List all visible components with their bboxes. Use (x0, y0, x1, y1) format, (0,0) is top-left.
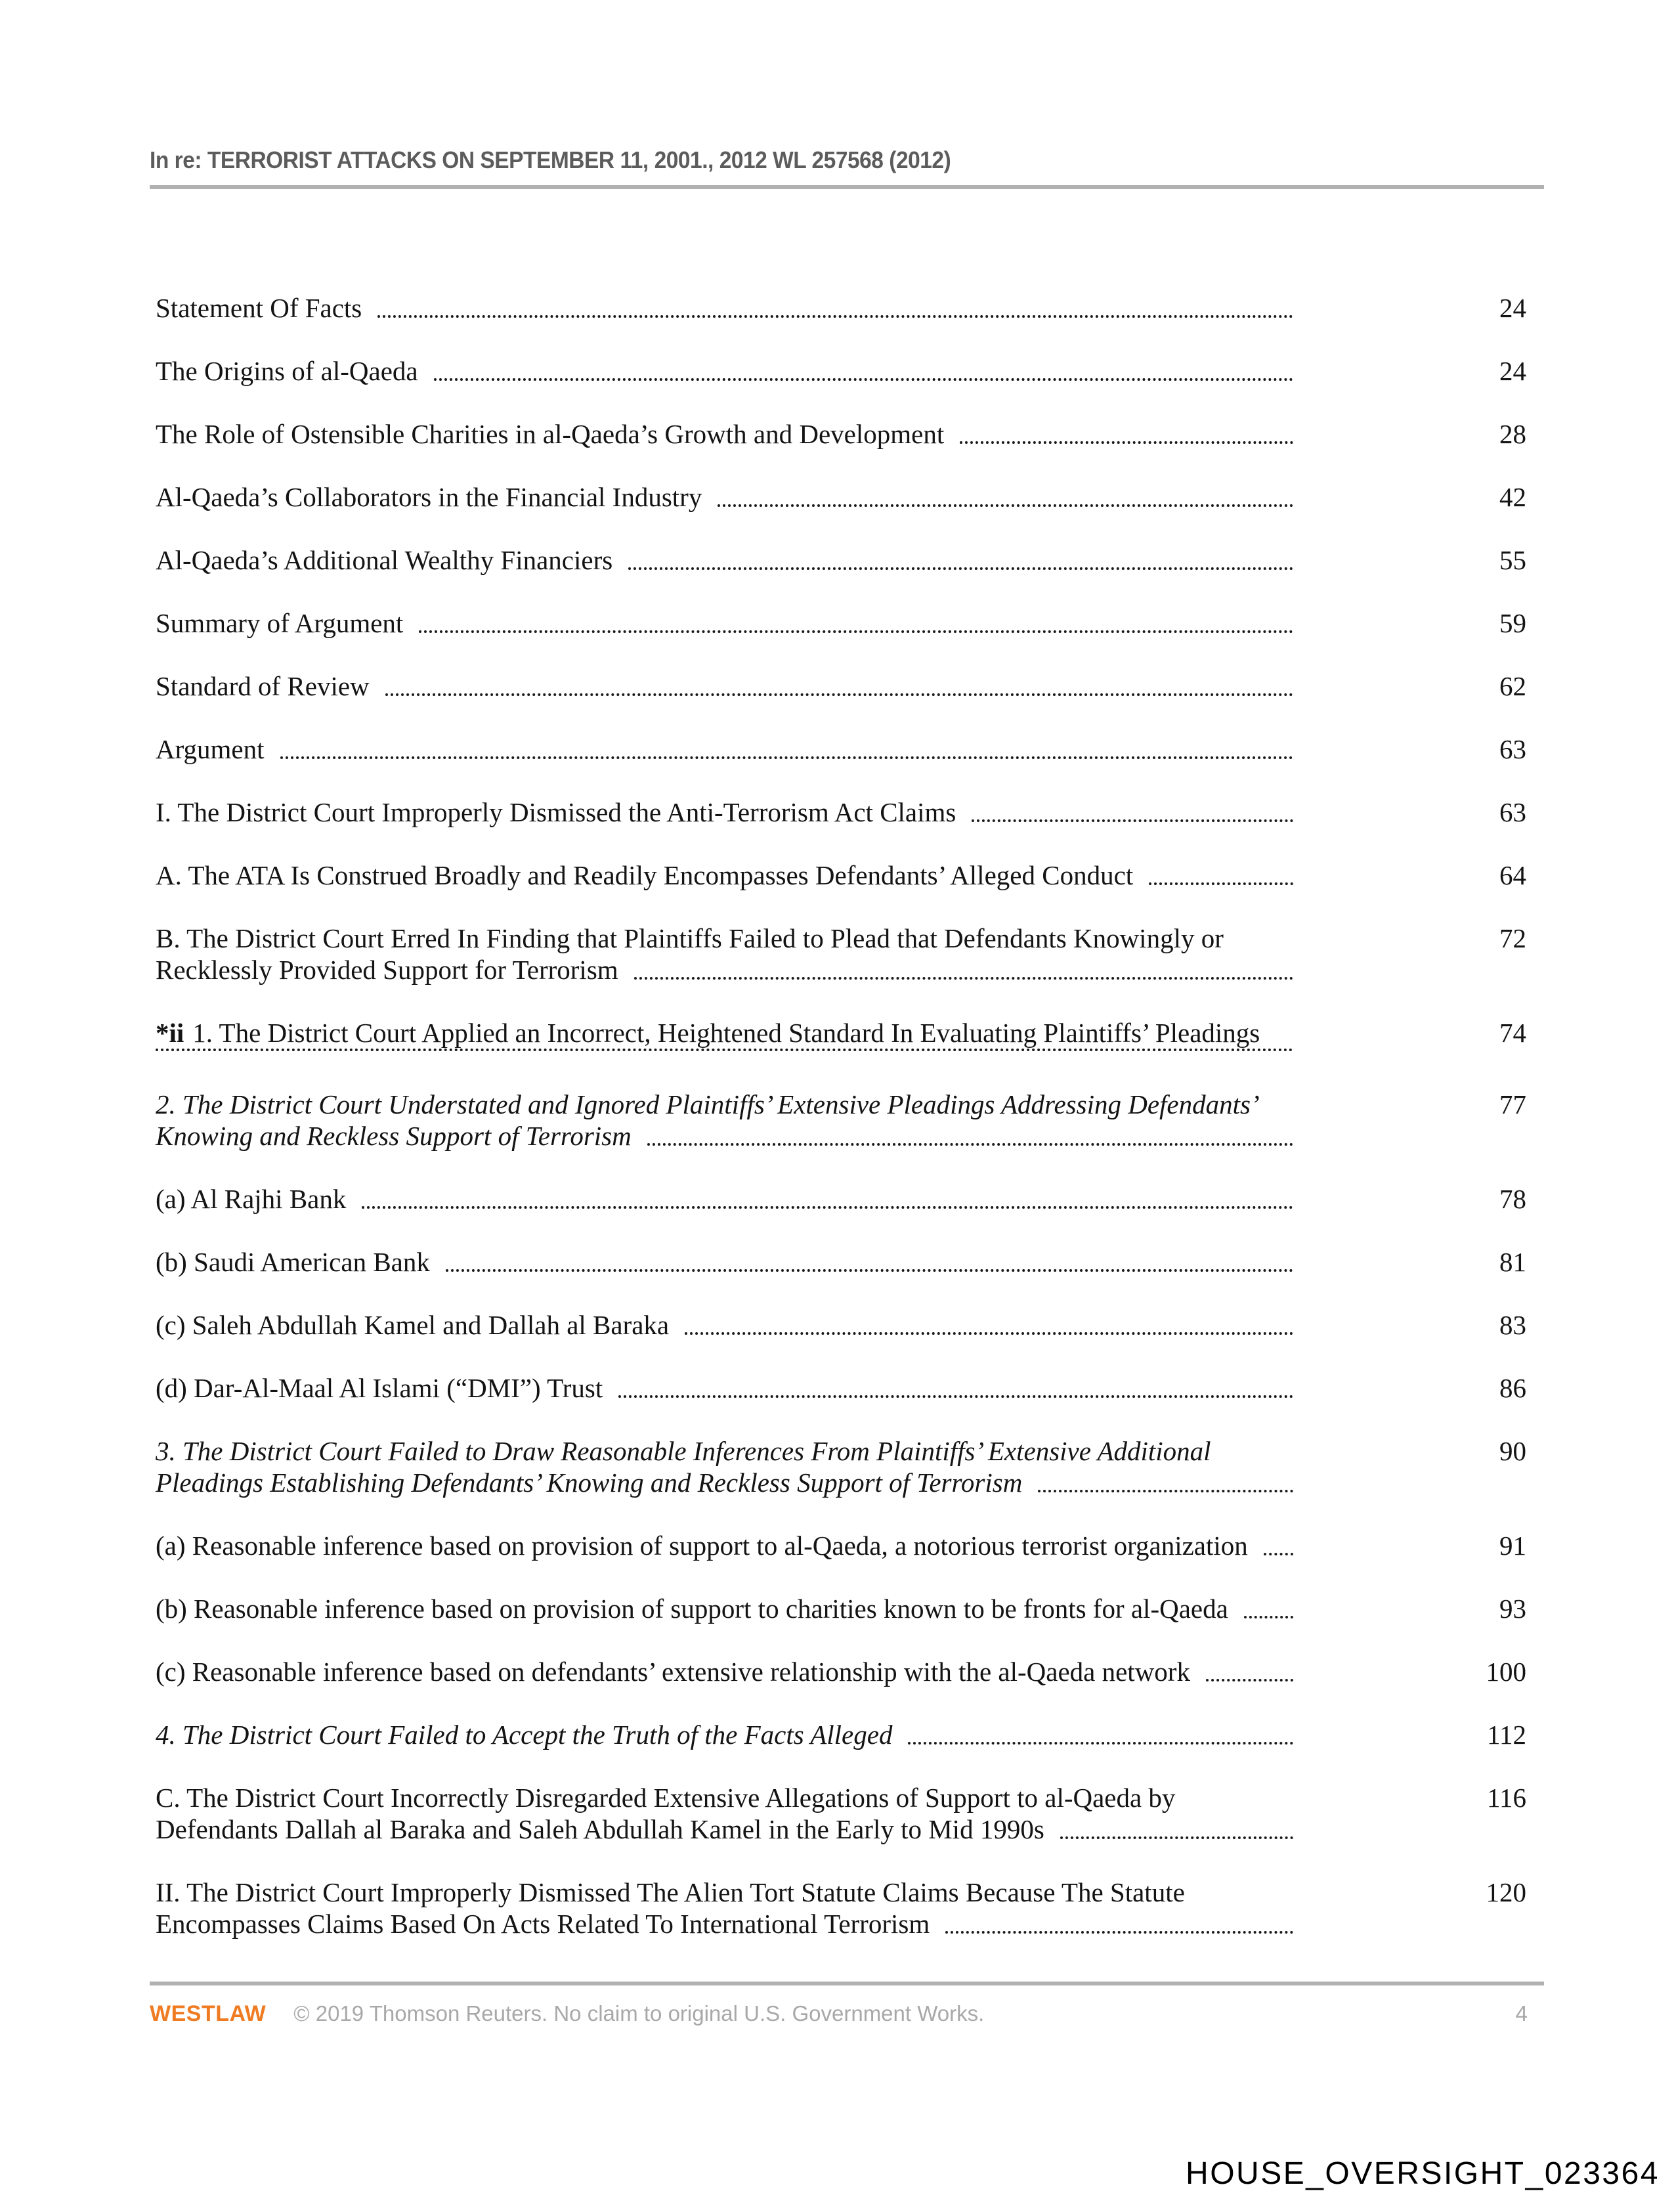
toc-entry-text-block (156, 607, 1293, 639)
table-of-contents (156, 292, 1526, 1971)
dot-leader (685, 1332, 1293, 1335)
toc-entry-text: Al-Qaeda’s Collaborators in the Financial Industry (156, 482, 702, 512)
dot-leader (1060, 1836, 1293, 1839)
toc-entry-line (156, 1908, 1293, 1940)
toc-entry-text: I. The District Court Improperly Dismissed the Anti-Terrorism Act Claims (156, 797, 956, 827)
dot-leader (1244, 1616, 1293, 1618)
dot-leader (972, 819, 1293, 822)
toc-entry-line (156, 1246, 1293, 1278)
bates-number: HOUSE_OVERSIGHT_023364 (1186, 2156, 1660, 2191)
toc-entry-line (156, 355, 1293, 387)
toc-entry-text: (b) Saudi American Bank (156, 1247, 430, 1277)
toc-page-number: 64 (1499, 860, 1526, 890)
toc-page-number: 28 (1499, 419, 1526, 449)
toc-page-number: 63 (1499, 797, 1526, 827)
toc-page-number: 24 (1499, 356, 1526, 386)
toc-entry (156, 1876, 1526, 1940)
toc-entry-line (156, 1435, 1293, 1467)
toc-page-number: 100 (1486, 1657, 1526, 1687)
toc-entry-line (156, 733, 1293, 765)
toc-entry-text: Al-Qaeda’s Additional Wealthy Financiers (156, 545, 613, 575)
copyright-text: © 2019 Thomson Reuters. No claim to original U.S. Government Works. (293, 2001, 985, 2026)
toc-entry (156, 1372, 1526, 1404)
toc-entry-text: Statement Of Facts (156, 293, 362, 323)
toc-entry-line (156, 544, 1293, 576)
dot-leader (908, 1742, 1293, 1745)
toc-entry-line (156, 954, 1293, 986)
toc-entry (156, 1183, 1526, 1215)
toc-entry (156, 1719, 1526, 1750)
toc-entry-text: Pleadings Establishing Defendants’ Knowing and Reckless Support of Terrorism (156, 1467, 1023, 1498)
toc-entry-text-block (156, 1246, 1293, 1278)
toc-entry-line (156, 1719, 1293, 1750)
toc-entry (156, 796, 1526, 828)
toc-entry-line (156, 292, 1293, 324)
toc-entry-text: B. The District Court Erred In Finding that Plaintiffs Failed to Plead that Defendants Knowingly or (156, 923, 1224, 953)
toc-page-number: 93 (1499, 1594, 1526, 1624)
toc-entry-line (156, 796, 1293, 828)
dot-leader (419, 630, 1293, 633)
toc-page-number: 55 (1499, 545, 1526, 575)
toc-page-number: 59 (1499, 608, 1526, 638)
toc-entry-text-block (156, 481, 1293, 513)
toc-page-number: 120 (1486, 1877, 1526, 1907)
toc-entry-text: Encompasses Claims Based On Acts Related To International Terrorism (156, 1909, 930, 1939)
toc-entry-text-block (156, 859, 1293, 891)
toc-entry-text: C. The District Court Incorrectly Disregarded Extensive Allegations of Support to al-Qaeda by (156, 1783, 1176, 1813)
toc-entry-text-block (156, 1372, 1293, 1404)
toc-entry-text: 4. The District Court Failed to Accept the Truth of the Facts Alleged (156, 1720, 893, 1750)
toc-entry-text-block (156, 1593, 1293, 1624)
toc-entry-text-block (156, 1782, 1293, 1845)
document-header (150, 146, 1544, 189)
toc-entry-text: Argument (156, 734, 265, 764)
toc-entry-line (156, 1593, 1293, 1624)
toc-entry-text: The Role of Ostensible Charities in al-Qaeda’s Growth and Development (156, 419, 945, 449)
toc-entry (156, 481, 1526, 513)
toc-entry-text-block (156, 733, 1293, 765)
toc-entry-line (156, 1656, 1293, 1687)
toc-entry-text-block (156, 1530, 1293, 1561)
toc-entry-text-block (156, 1719, 1293, 1750)
toc-entry-text-block (156, 1017, 1293, 1057)
toc-entry (156, 922, 1526, 986)
document-footer (150, 1982, 1544, 2027)
toc-entry-text-block (156, 670, 1293, 702)
toc-entry (156, 292, 1526, 324)
toc-page-number: 83 (1499, 1310, 1526, 1340)
dot-leader (434, 378, 1293, 381)
toc-entry-line (156, 418, 1293, 450)
toc-page-number: 62 (1499, 671, 1526, 701)
footer-divider (150, 1982, 1544, 1985)
toc-entry-text: Defendants Dallah al Baraka and Saleh Abdullah Kamel in the Early to Mid 1990s (156, 1814, 1044, 1844)
toc-entry-text-block (156, 355, 1293, 387)
toc-page-number: 72 (1499, 923, 1526, 953)
toc-entry-text-block (156, 1876, 1293, 1940)
toc-entry-text-block (156, 1183, 1293, 1215)
toc-entry-line (156, 481, 1293, 513)
toc-page-number: 24 (1499, 293, 1526, 323)
toc-page-number: 112 (1487, 1720, 1526, 1750)
page-title: In re: TERRORIST ATTACKS ON SEPTEMBER 11, 2001., 2012 WL 257568 (2012) (150, 146, 951, 173)
toc-entry-line (156, 1782, 1293, 1813)
toc-entry-line (156, 670, 1293, 702)
toc-entry-text-block (156, 292, 1293, 324)
toc-entry-text-block (156, 544, 1293, 576)
toc-entry-text: 1. The District Court Applied an Incorrect, Heightened Standard In Evaluating Plaintiffs’ Pleadings (192, 1018, 1260, 1048)
toc-entry-text: (a) Reasonable inference based on provision of support to al-Qaeda, a notorious terrorist organization (156, 1530, 1248, 1561)
footer-page-number: 4 (1515, 2001, 1528, 2026)
toc-entry (156, 1656, 1526, 1687)
toc-entry (156, 1309, 1526, 1341)
dot-leader (718, 504, 1293, 507)
footer-line (150, 2001, 1544, 2027)
toc-entry-text: A. The ATA Is Construed Broadly and Readily Encompasses Defendants’ Alleged Conduct (156, 860, 1134, 890)
toc-entry-line (156, 1017, 1293, 1049)
toc-page-number: 78 (1499, 1184, 1526, 1214)
toc-entry (156, 670, 1526, 702)
dot-leader (634, 977, 1293, 980)
toc-entry-line (156, 1530, 1293, 1561)
toc-entry-line (156, 1183, 1293, 1215)
toc-entry-text: (b) Reasonable inference based on provision of support to charities known to be fronts for al-Qaeda (156, 1594, 1228, 1624)
dot-leader (1264, 1553, 1293, 1555)
westlaw-logo: WESTLAW (150, 2001, 267, 2026)
toc-entry-text-block (156, 1656, 1293, 1687)
toc-entry-line (156, 1309, 1293, 1341)
toc-entry-prefix: *ii (156, 1018, 184, 1048)
dot-leader (647, 1143, 1293, 1146)
dot-leader (446, 1269, 1293, 1272)
toc-entry-line (156, 859, 1293, 891)
toc-entry (156, 1593, 1526, 1624)
toc-entry-line (156, 1813, 1293, 1845)
toc-entry-text: Recklessly Provided Support for Terrorism (156, 955, 618, 985)
toc-entry (156, 544, 1526, 576)
dot-leader (1038, 1490, 1293, 1492)
toc-entry-line (156, 607, 1293, 639)
toc-entry (156, 418, 1526, 450)
dot-leader (1149, 882, 1293, 885)
toc-entry (156, 607, 1526, 639)
toc-entry-text-block (156, 922, 1293, 986)
toc-entry-text-block (156, 1089, 1293, 1152)
dot-leader (280, 756, 1293, 759)
toc-entry-text: (d) Dar-Al-Maal Al Islami (“DMI”) Trust (156, 1373, 603, 1403)
toc-entry (156, 733, 1526, 765)
toc-entry (156, 1435, 1526, 1498)
toc-page-number: 77 (1499, 1089, 1526, 1119)
toc-entry-text-block (156, 1309, 1293, 1341)
toc-page-number: 116 (1487, 1783, 1526, 1813)
dot-leader (156, 1049, 1293, 1051)
toc-entry-line (156, 1372, 1293, 1404)
toc-entry (156, 1782, 1526, 1845)
dot-leader (945, 1931, 1293, 1934)
toc-entry-line (156, 1089, 1293, 1120)
dot-leader (628, 567, 1293, 570)
toc-page-number: 74 (1499, 1018, 1526, 1048)
toc-entry-text: (c) Reasonable inference based on defendants’ extensive relationship with the al-Qaeda network (156, 1657, 1190, 1687)
toc-page-number: 81 (1499, 1247, 1526, 1277)
toc-entry-text-block (156, 796, 1293, 828)
toc-entry-line (156, 1120, 1293, 1152)
toc-entry-text: 3. The District Court Failed to Draw Reasonable Inferences From Plaintiffs’ Extensive Additional (156, 1436, 1211, 1466)
toc-entry (156, 859, 1526, 891)
toc-page-number: 42 (1499, 482, 1526, 512)
toc-entry-text: II. The District Court Improperly Dismissed The Alien Tort Statute Claims Because The Statute (156, 1877, 1185, 1907)
toc-entry (156, 1017, 1526, 1057)
dot-leader (362, 1206, 1293, 1209)
header-divider (150, 185, 1544, 189)
toc-entry-text: (a) Al Rajhi Bank (156, 1184, 347, 1214)
toc-entry (156, 1089, 1526, 1152)
toc-entry-text: Standard of Review (156, 671, 370, 701)
toc-entry (156, 355, 1526, 387)
toc-entry-text: Knowing and Reckless Support of Terrorism (156, 1121, 632, 1151)
toc-entry-dots-line (156, 1049, 1293, 1057)
toc-entry-text: (c) Saleh Abdullah Kamel and Dallah al Baraka (156, 1310, 670, 1340)
toc-entry-text: Summary of Argument (156, 608, 404, 638)
toc-entry (156, 1246, 1526, 1278)
toc-entry (156, 1530, 1526, 1561)
toc-entry-line (156, 1467, 1293, 1498)
toc-page-number: 90 (1499, 1436, 1526, 1466)
toc-entry-text: The Origins of al-Qaeda (156, 356, 418, 386)
dot-leader (618, 1395, 1293, 1398)
toc-entry-line (156, 922, 1293, 954)
toc-page-number: 86 (1499, 1373, 1526, 1403)
dot-leader (1206, 1679, 1293, 1681)
dot-leader (385, 693, 1293, 696)
dot-leader (960, 441, 1293, 444)
toc-entry-text-block (156, 1435, 1293, 1498)
toc-entry-text-block (156, 418, 1293, 450)
dot-leader (377, 315, 1293, 318)
toc-page-number: 91 (1499, 1530, 1526, 1561)
toc-page-number: 63 (1499, 734, 1526, 764)
toc-entry-line (156, 1876, 1293, 1908)
toc-entry-text: 2. The District Court Understated and Ignored Plaintiffs’ Extensive Pleadings Addressing Defendants’ (156, 1089, 1260, 1119)
